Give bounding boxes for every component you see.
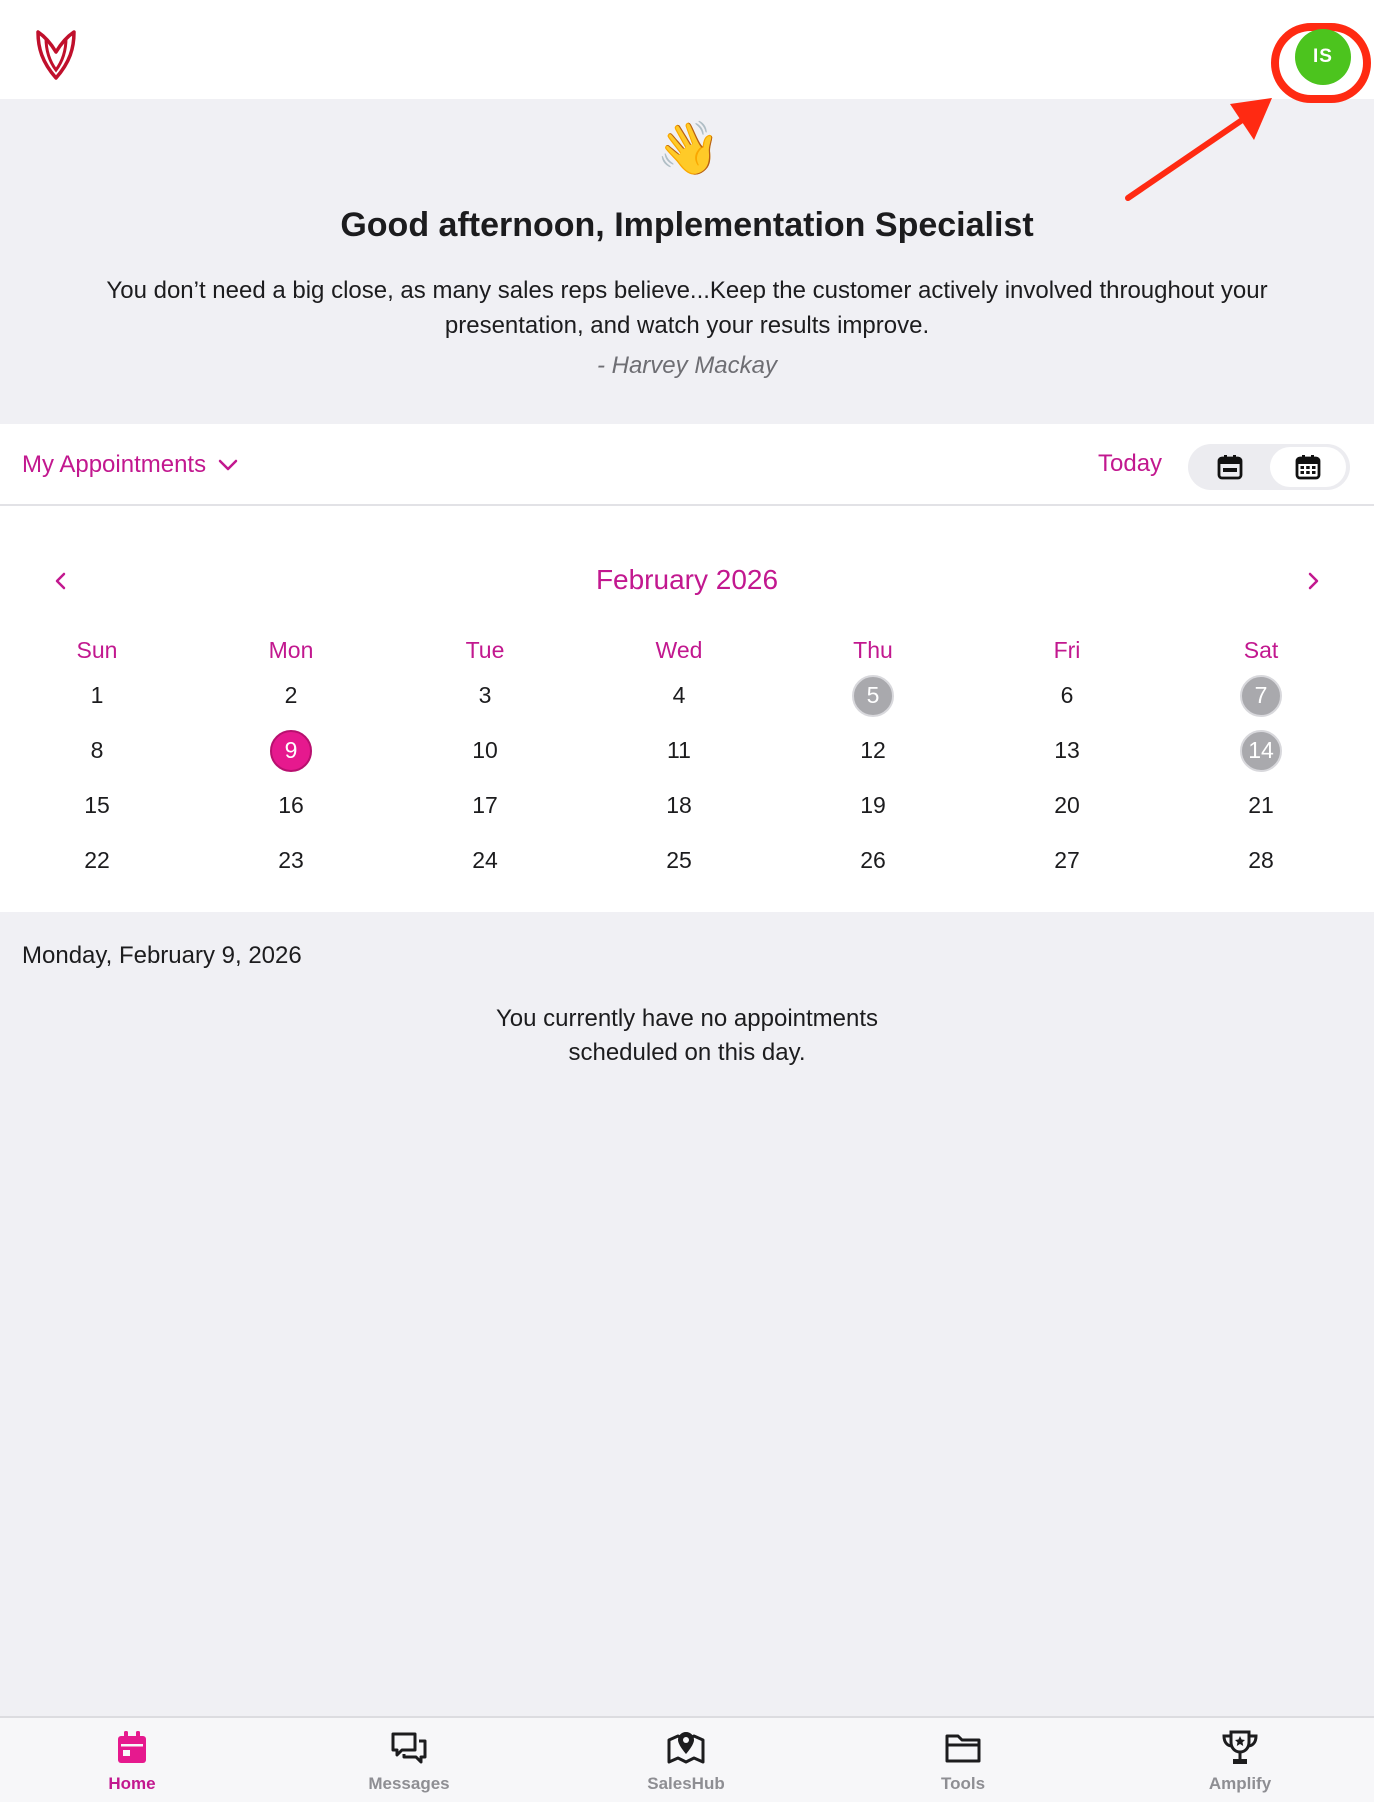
calendar-grid [0,632,1374,888]
month-calendar-icon [1294,453,1322,481]
quote-author: - Harvey Mackay [596,352,778,379]
calendar-day-number: 25 [666,847,692,873]
weekday-label: Wed [655,637,703,663]
calendar-day-cell[interactable] [0,723,194,778]
calendar-day-cell[interactable] [194,778,388,833]
calendar-view-toggle [1188,444,1350,490]
tab-label: Messages [368,1774,450,1793]
calendar-day-cell[interactable] [194,668,388,723]
calendar-day-cell[interactable] [388,778,582,833]
calendar-day-number: 20 [1054,792,1080,818]
chat-bubbles-icon [389,1728,429,1768]
greeting-title: Good afternoon, Implementation Specialist [340,206,1034,244]
calendar-day-cell[interactable] [582,833,776,888]
tab-messages[interactable] [319,1728,499,1802]
calendar-day-number: 24 [472,847,498,873]
calendar-day-number: 1 [90,682,104,708]
calendar-day-number: 2 [284,682,298,708]
weekday-label: Tue [465,637,505,663]
calendar-day-cell[interactable] [970,723,1164,778]
calendar-day-cell[interactable] [388,833,582,888]
calendar-icon [112,1728,152,1768]
calendar-month-title: February 2026 [595,564,779,595]
weekday-label: Sat [1243,637,1279,663]
calendar-day-cell[interactable] [776,723,970,778]
day-calendar-icon [1216,453,1244,481]
calendar-day-number: 3 [478,682,492,708]
calendar-day-cell[interactable] [970,778,1164,833]
calendar-week-row [0,833,1374,888]
calendar-day-cell[interactable] [0,668,194,723]
waving-hand-icon: 👋 [656,120,721,178]
app-logo-icon [34,28,78,82]
bottom-tab-bar [0,1716,1374,1802]
calendar-day-cell[interactable] [776,668,970,723]
calendar-day-number: 26 [860,847,886,873]
calendar-day-cell[interactable] [970,668,1164,723]
weekday-label: Mon [268,637,314,663]
appointments-toolbar [0,424,1374,506]
month-calendar [0,506,1374,912]
tab-label: Tools [940,1774,986,1793]
calendar-day-cell[interactable] [582,668,776,723]
empty-appointments-message [0,1002,1374,1070]
selected-date-label: Monday, February 9, 2026 [22,942,302,969]
calendar-day-cell[interactable] [388,723,582,778]
calendar-day-number: 19 [860,792,886,818]
calendar-day-number: 17 [472,792,498,818]
calendar-day-number: 22 [84,847,110,873]
tab-label: Amplify [1208,1774,1272,1793]
today-button[interactable]: Today [1098,450,1163,477]
tab-tools[interactable] [873,1728,1053,1802]
calendar-week-row [0,723,1374,778]
calendar-day-cell[interactable] [776,833,970,888]
day-view-button[interactable] [1192,447,1268,487]
tab-label: Home [108,1774,156,1793]
calendar-day-number: 16 [278,792,304,818]
folder-icon [943,1728,983,1768]
calendar-day-number: 28 [1248,847,1274,873]
weekday-label: Fri [1053,637,1081,663]
month-view-button[interactable] [1270,447,1346,487]
empty-message-line: You currently have no appointments [495,1005,879,1032]
tab-saleshub[interactable] [596,1728,776,1802]
appointments-filter-dropdown[interactable] [22,448,238,482]
calendar-day-number: 14 [1240,730,1282,772]
calendar-day-number: 23 [278,847,304,873]
calendar-day-number: 4 [672,682,686,708]
weekday-label: Sun [76,637,118,663]
calendar-day-number: 18 [666,792,692,818]
calendar-day-number: 13 [1054,737,1080,763]
calendar-day-number: 10 [472,737,498,763]
calendar-day-number: 27 [1054,847,1080,873]
calendar-day-cell[interactable] [1164,833,1358,888]
weekday-header [0,632,1374,668]
calendar-day-cell[interactable] [1164,723,1358,778]
chevron-down-icon [218,458,238,472]
daily-quote: You don’t need a big close, as many sales reps believe...Keep the customer actively involved throughout your presentation, and watch your results improve. [106,277,1268,339]
calendar-day-number: 11 [667,737,691,763]
weekday-label: Thu [853,637,893,663]
calendar-day-number: 9 [270,730,312,772]
calendar-day-cell[interactable] [776,778,970,833]
calendar-day-cell[interactable] [1164,668,1358,723]
calendar-day-cell[interactable] [0,778,194,833]
calendar-day-cell[interactable] [582,723,776,778]
trophy-icon [1220,1728,1260,1768]
appointments-filter-label: My Appointments [22,451,207,478]
calendar-day-number: 21 [1248,792,1274,818]
calendar-day-cell[interactable] [0,833,194,888]
next-month-button[interactable] [1302,566,1326,596]
calendar-day-cell[interactable] [194,723,388,778]
calendar-day-cell[interactable] [1164,778,1358,833]
profile-avatar-button[interactable]: IS [1295,29,1351,85]
tab-amplify[interactable] [1150,1728,1330,1802]
calendar-day-cell[interactable] [582,778,776,833]
calendar-day-number: 7 [1240,675,1282,717]
top-bar [0,0,1374,99]
calendar-day-number: 12 [860,737,886,763]
empty-message-line: scheduled on this day. [568,1039,806,1066]
annotation-arrow-icon [1120,90,1290,205]
calendar-week-row [0,778,1374,833]
calendar-day-cell[interactable] [388,668,582,723]
calendar-day-cell[interactable] [970,833,1164,888]
tab-home[interactable] [42,1728,222,1802]
calendar-week-row [0,668,1374,723]
calendar-day-number: 15 [84,792,110,818]
calendar-day-number: 6 [1060,682,1074,708]
calendar-day-number: 5 [852,675,894,717]
calendar-day-number: 8 [90,737,104,763]
map-pin-icon [666,1728,706,1768]
tab-label: SalesHub [647,1774,725,1793]
calendar-day-cell[interactable] [194,833,388,888]
